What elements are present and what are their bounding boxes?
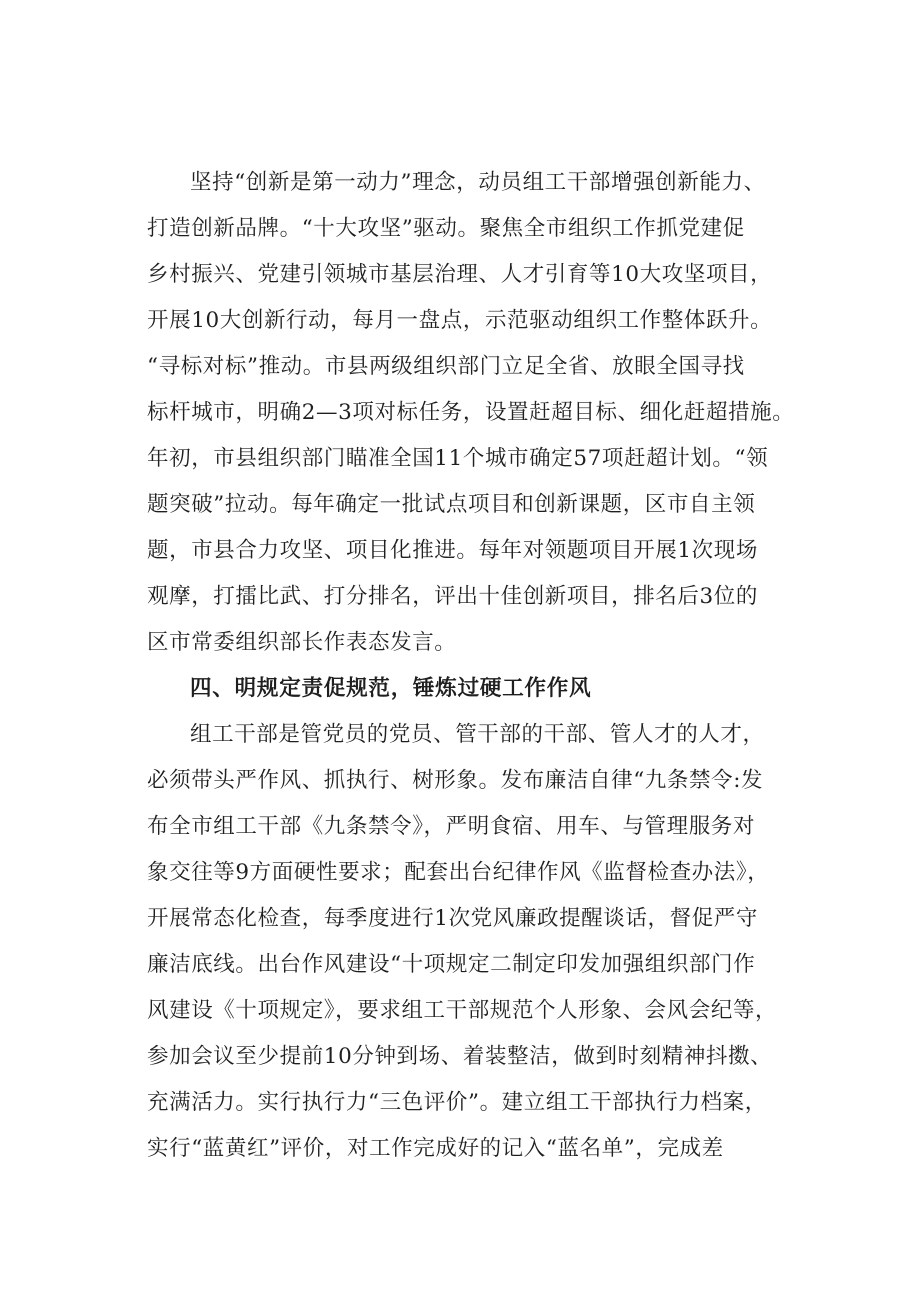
text-line: 年初，市县组织部门瞄准全国11个城市确定57项赶超计划。“领 — [147, 446, 769, 471]
text-line: 廉洁底线。出台作风建设“十项规定二制定印发加强组织部门作 — [147, 952, 756, 977]
text-line: 区市常委组织部长作表态发言。 — [147, 630, 457, 655]
text-line: 坚持“创新是第一动力”理念，动员组工干部增强创新能力、 — [190, 170, 766, 195]
text-line: 实行“蓝黄红”评价，对工作完成好的记入“蓝名单”，完成差 — [147, 1136, 724, 1161]
text-line: 布全市组工干部《九条禁令》，严明食宿、用车、与管理服务对 — [147, 814, 756, 839]
paragraph-innovation — [147, 160, 807, 666]
text-line: 开展10大创新行动，每月一盘点，示范驱动组织工作整体跃升。 — [147, 308, 773, 333]
text-line: 组工干部是管党员的党员、管干部的干部、管人才的人才， — [190, 722, 765, 747]
paragraph-work-style — [147, 712, 807, 1172]
document-body — [147, 160, 807, 1172]
text-line: 风建设《十项规定》，要求组工干部规范个人形象、会风会纪等， — [147, 998, 778, 1023]
text-line: 象交往等9方面硬性要求；配套出台纪律作风《监督检查办法》， — [147, 860, 770, 885]
text-line: 充满活力。实行执行力“三色评价”。建立组工干部执行力档案， — [147, 1090, 767, 1115]
section-heading: 四、明规定责促规范，锤炼过硬工作作风 — [190, 676, 592, 701]
text-line: 标杆城市，明确2—3项对标任务，设置赶超目标、细化赶超措施。 — [147, 400, 795, 425]
text-line: 观摩，打擂比武、打分排名，评出十佳创新项目，排名后3位的 — [147, 584, 758, 609]
text-line: 参加会议至少提前10分钟到场、着装整洁，做到时刻精神抖擞、 — [147, 1044, 773, 1069]
text-line: 题突破”拉动。每年确定一批试点项目和创新课题，区市自主领 — [147, 492, 756, 517]
text-line: “寻标对标”推动。市县两级组织部门立足全省、放眼全国寻找 — [147, 354, 745, 379]
text-line: 必须带头严作风、抓执行、树形象。发布廉洁自律“九条禁令:发 — [147, 768, 764, 793]
text-line: 打造创新品牌。“十大攻坚”驱动。聚焦全市组织工作抓党建促 — [147, 216, 745, 241]
text-line: 题，市县合力攻坚、项目化推进。每年对领题项目开展1次现场 — [147, 538, 758, 563]
text-line: 开展常态化检查，每季度进行1次党风廉政提醒谈话，督促严守 — [147, 906, 758, 931]
text-line: 乡村振兴、党建引领城市基层治理、人才引育等10大攻坚项目， — [147, 262, 773, 287]
